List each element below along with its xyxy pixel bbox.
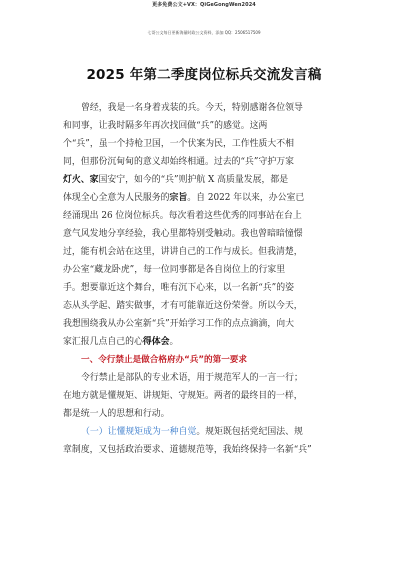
paragraph-line <box>63 225 349 243</box>
line-text: 在地方就是懂规矩、讲规矩、守规矩。两者的最终目的一样， <box>63 391 303 401</box>
document-title: 2025 年第二季度岗位标兵交流发言稿 <box>86 67 322 83</box>
line-text: 态从头学起、踏实做事，才有可能靠近这份荣誉。所以今天， <box>63 301 303 311</box>
line-text-tail: 。自 2022 年以来，办公室已 <box>187 193 305 203</box>
section-heading <box>63 351 349 369</box>
promo-banner: 更多免费公文+VX：QiGeGongWen2024 <box>152 2 256 8</box>
paragraph-line <box>63 261 349 279</box>
line-text: 经涌现出 26 位岗位标兵。每次看着这些优秀的同事站在台上 <box>63 211 302 221</box>
paragraph-line <box>63 441 349 459</box>
paragraph-line <box>63 171 349 189</box>
paragraph-line <box>63 315 349 333</box>
paragraph-line <box>63 333 349 351</box>
line-text-tail: 。 <box>169 337 179 347</box>
document-body <box>63 99 349 459</box>
line-text: 同，但那份沉甸甸的意义却始终相通。过去的“兵”守护万家 <box>63 157 294 167</box>
paragraph-line <box>63 279 349 297</box>
line-text: 意气风发地分享经验，我心里都特别受触动。我也曾暗暗憧憬 <box>63 229 303 239</box>
line-text: 章制度，又包括政治要求、道德规范等，我始终保持一名新“兵” <box>63 445 312 455</box>
line-text: 令行禁止是部队的专业术语，用于规范军人的一言一行； <box>81 373 303 383</box>
promo-subtitle: 七哥公文每日更新海量时政公文资料，添加 QQ：2506517509 <box>147 30 261 35</box>
line-text: 曾经，我是一名身着戎装的兵。今天，特别感谢各位领导 <box>81 103 303 113</box>
line-text: 体现全心全意为人民服务的 <box>63 193 170 203</box>
paragraph-line <box>63 387 349 405</box>
line-text: 过，能有机会站在这里，讲讲自己的工作与成长。但我清楚， <box>63 247 303 257</box>
line-text: 家汇报几点自己的心 <box>63 337 143 347</box>
subheading-text: （一）让懂规矩成为一种自觉 <box>81 427 197 437</box>
line-text: 我想围绕我从办公室新“兵”开始学习工作的点点滴滴，向大 <box>63 319 294 329</box>
emphasis-text: 得体会 <box>142 337 170 347</box>
line-text: 办公室“藏龙卧虎”，每一位同事都是各自岗位上的行家里 <box>63 265 286 275</box>
paragraph-line <box>63 207 349 225</box>
paragraph-line <box>63 99 349 117</box>
line-text: 。规矩既包括党纪国法、规 <box>196 427 303 437</box>
paragraph-line <box>63 369 349 387</box>
heading-text: 一、令行禁止是做合格府办“兵”的第一要求 <box>81 355 247 365</box>
paragraph-line <box>63 189 349 207</box>
line-text: 手。想要靠近这个舞台，唯有沉下心来，以一名新“兵”的姿 <box>63 283 294 293</box>
paragraph-line <box>63 423 349 441</box>
emphasis-text: 宗旨 <box>169 193 188 203</box>
emphasis-text: 灯火、家 <box>63 175 99 185</box>
line-text: 国安宁，如今的“兵”则护航 X 高质量发展，都是 <box>98 175 289 185</box>
paragraph-line <box>63 243 349 261</box>
line-text: 个“兵”，虽一个持枪卫国，一个伏案为民，工作性质大不相 <box>63 139 294 149</box>
line-text: 都是统一人的思想和行动。 <box>63 409 170 419</box>
paragraph-line <box>63 117 349 135</box>
line-text: 和同事，让我时隔多年再次找回做“兵”的感觉。这两 <box>63 121 268 131</box>
paragraph-line <box>63 297 349 315</box>
paragraph-line <box>63 153 349 171</box>
paragraph-line <box>63 135 349 153</box>
paragraph-line <box>63 405 349 423</box>
